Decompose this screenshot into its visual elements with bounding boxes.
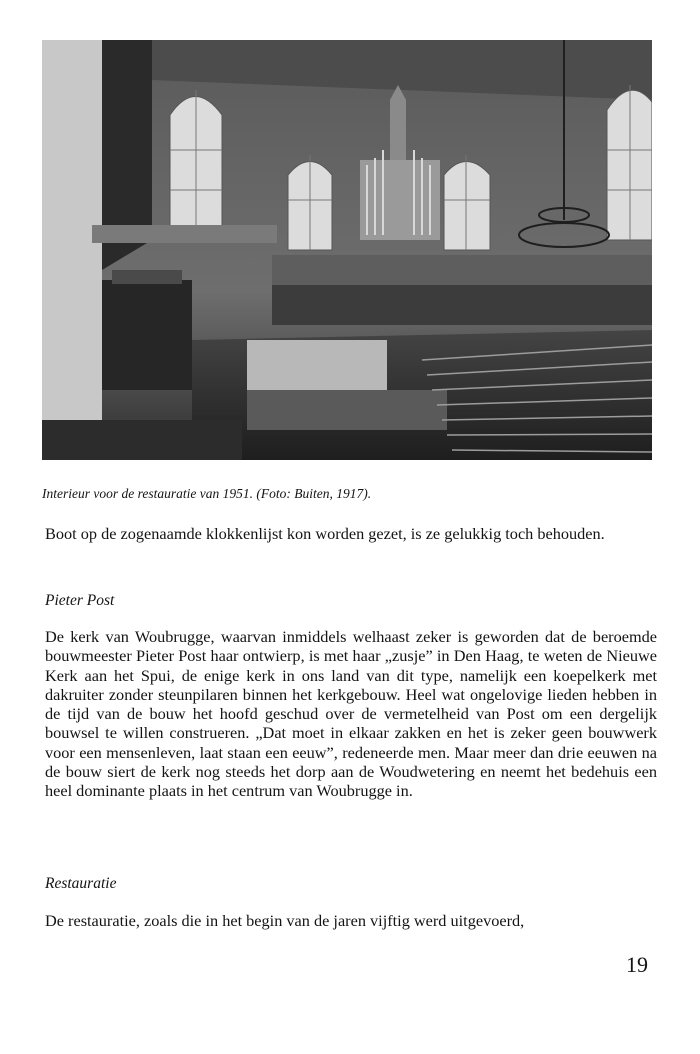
intro-paragraph: Boot op de zogenaamde klokkenlijst kon worden gezet, is ze gelukkig toch behouden. xyxy=(45,524,605,543)
section-heading-pieter-post: Pieter Post xyxy=(45,592,115,609)
church-interior-photo xyxy=(42,40,652,460)
section-heading-restauratie: Restauratie xyxy=(45,875,117,892)
photo-caption: Interieur voor de restauratie van 1951. (Foto: Buiten, 1917). xyxy=(42,486,372,501)
page-number: 19 xyxy=(626,952,648,977)
pieter-post-paragraph: De kerk van Woubrugge, waarvan inmiddels welhaast zeker is geworden dat de beroemde bouwmeester Pieter Post haar ontwierp, is met haar „zusje” in Den Haag, te weten de Nieuwe Kerk aan het Spui, de enige kerk in ons land van dit type, namelijk een koepelkerk met dakruiter zonder steunpilaren binnen het kerkgebouw. Heel wat ongelovige lieden hebben in de tijd van de bouw het hoofd geschud over de vermetelheid van Post om een dergelijk bouwsel te willen construeren. „Dat moet in elkaar zakken en het is zeker geen bouwwerk voor een mensenleven, laat staan een eeuw”, redeneerde men. Maar meer dan drie eeuwen na de bouw siert de kerk nog steeds het dorp aan de Woudwetering en neemt het bedehuis een heel dominante plaats in het centrum van Woubrugge in. xyxy=(45,627,657,801)
restauratie-paragraph: De restauratie, zoals die in het begin van de jaren vijftig werd uitgevoerd, xyxy=(45,911,525,930)
